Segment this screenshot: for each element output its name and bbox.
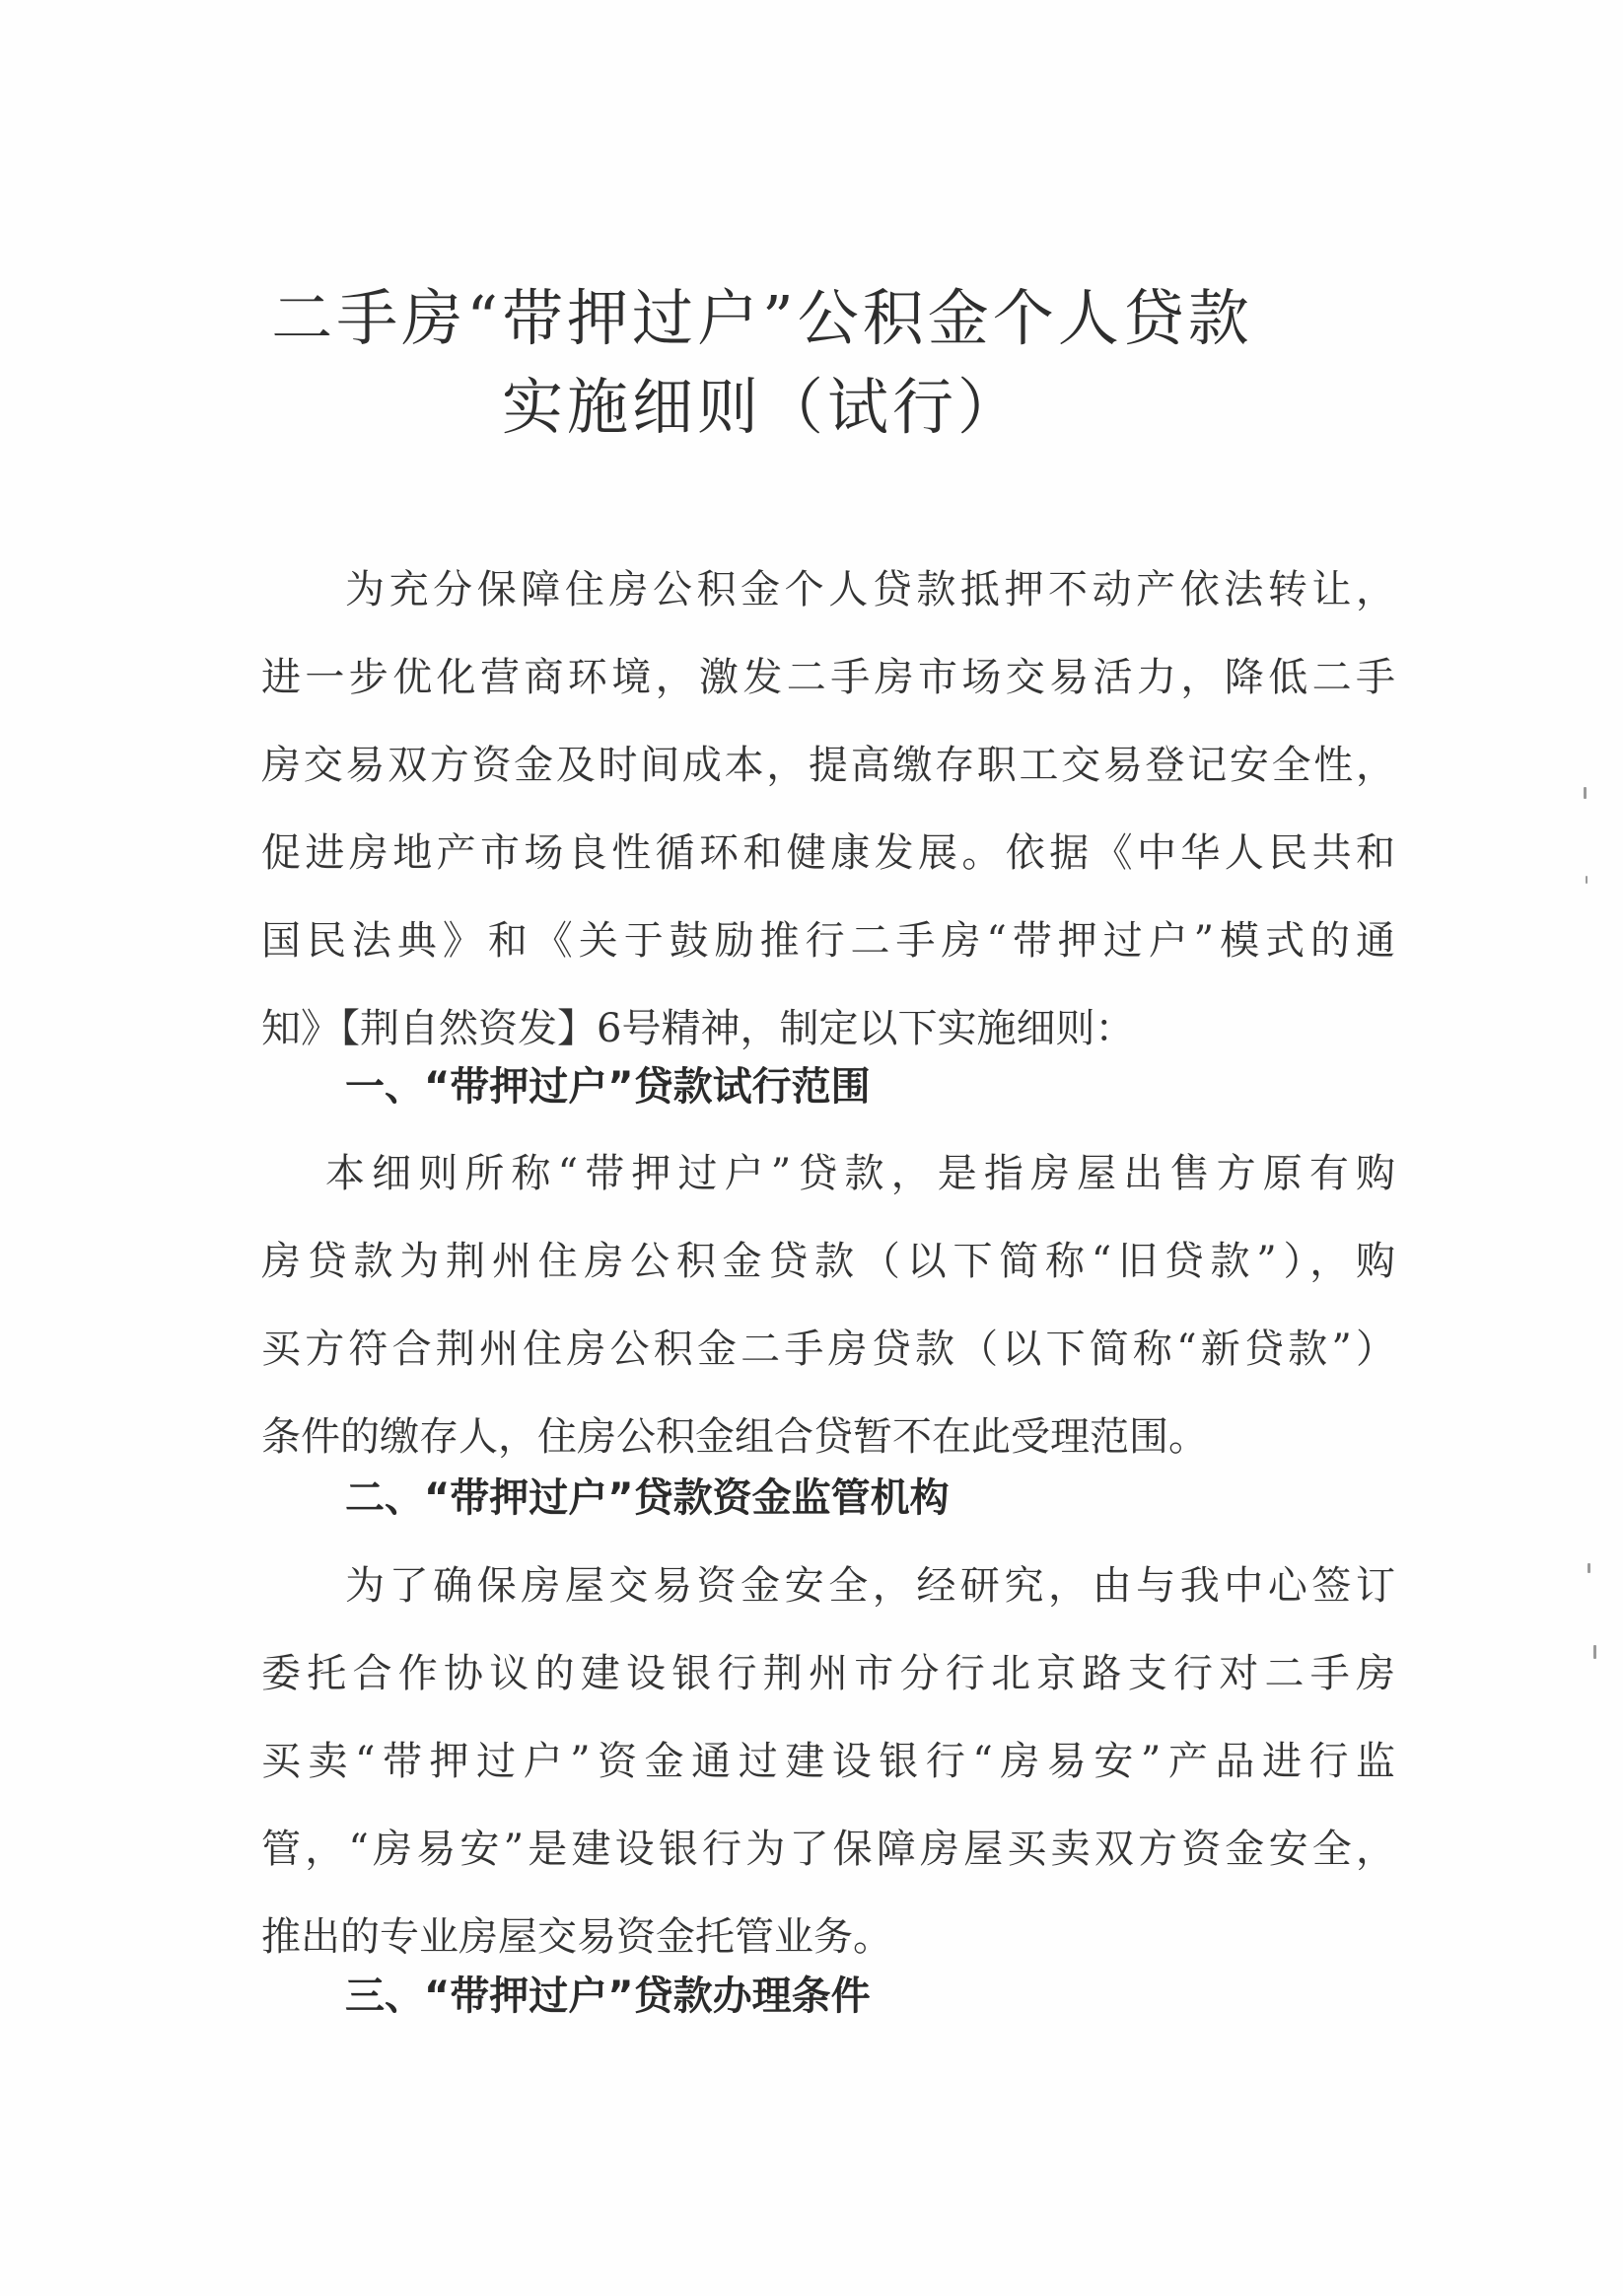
section2-line: 推出的专业房屋交易资金托管业务。	[261, 1914, 892, 1960]
section-heading-2: 二、“带押过户”贷款资金监管机构	[345, 1475, 950, 1521]
section1-line: 买方符合荆州住房公积金二手房贷款（以下简称“新贷款”）	[261, 1327, 1395, 1372]
scan-speck	[1584, 787, 1587, 799]
section1-line: 条件的缴存人，住房公积金组合贷暂不在此受理范围。	[261, 1414, 1208, 1460]
section2-line: 管，“房易安”是建设银行为了保障房屋买卖双方资金安全，	[261, 1827, 1395, 1872]
section2-line: 委托合作协议的建设银行荆州市分行北京路支行对二手房	[261, 1651, 1395, 1696]
document-title-line-1: 二手房“带押过户”公积金个人贷款	[271, 282, 1253, 354]
scan-speck	[1586, 876, 1588, 884]
section-heading-1: 一、“带押过户”贷款试行范围	[345, 1064, 871, 1110]
intro-line: 进一步优化营商环境，激发二手房市场交易活力，降低二手	[261, 655, 1395, 700]
section2-line: 为了确保房屋交易资金安全，经研究，由与我中心签订	[345, 1563, 1395, 1609]
scan-speck	[1588, 1563, 1590, 1573]
intro-line: 知》【荆自然资发】6号精神，制定以下实施细则：	[261, 1006, 1135, 1051]
section-heading-3: 三、“带押过户”贷款办理条件	[345, 1973, 871, 2019]
intro-line: 国民法典》和《关于鼓励推行二手房“带押过户”模式的通	[261, 918, 1395, 964]
section1-line: 房贷款为荆州住房公积金贷款（以下简称“旧贷款”），购	[261, 1239, 1395, 1284]
intro-line: 房交易双方资金及时间成本，提高缴存职工交易登记安全性，	[261, 743, 1395, 788]
document-title-line-2: 实施细则（试行）	[501, 371, 1023, 443]
section1-line: 本细则所称“带押过户”贷款，是指房屋出售方原有购	[325, 1151, 1395, 1196]
scan-speck	[1593, 1645, 1596, 1659]
intro-line: 为充分保障住房公积金个人贷款抵押不动产依法转让，	[345, 567, 1395, 612]
section2-line: 买卖“带押过户”资金通过建设银行“房易安”产品进行监	[261, 1739, 1395, 1784]
intro-line: 促进房地产市场良性循环和健康发展。依据《中华人民共和	[261, 830, 1395, 876]
